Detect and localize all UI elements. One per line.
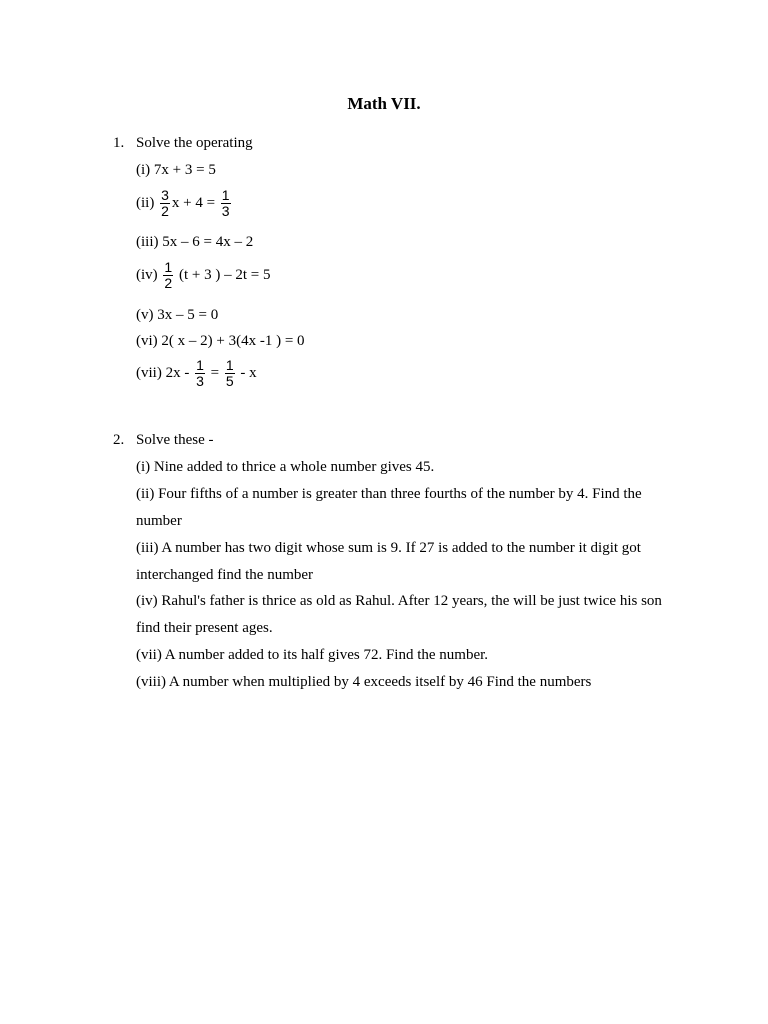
fraction-numerator: 3 xyxy=(161,187,169,203)
q2-item-vii: (vii) A number added to its half gives 72. Find the number. xyxy=(136,647,489,663)
q2-item-iii-line1: (iii) A number has two digit whose sum is 9. If 27 is added to the number it digit got xyxy=(136,540,641,556)
question-2-number: 2. xyxy=(113,432,125,448)
fraction-denominator: 2 xyxy=(164,275,173,291)
q1-item-vi: (vi) 2( x – 2) + 3(4x -1 ) = 0 xyxy=(136,333,305,349)
fraction xyxy=(163,260,173,291)
fraction-denominator: 3 xyxy=(221,203,230,219)
fraction-numerator: 1 xyxy=(221,187,230,203)
q1-item-iv-label: (iv) xyxy=(136,266,158,283)
question-2-heading: Solve these - xyxy=(136,432,214,448)
page-title: Math VII. xyxy=(347,94,421,113)
q1-item-iv-rest: (t + 3 ) – 2t = 5 xyxy=(178,266,271,283)
q1-item-i: (i) 7x + 3 = 5 xyxy=(136,162,216,178)
fraction-numerator: 1 xyxy=(225,357,234,373)
fraction-denominator: 3 xyxy=(196,373,204,389)
q1-item-ii-label: (ii) xyxy=(136,194,155,211)
fraction-denominator: 5 xyxy=(225,373,234,389)
q2-item-viii: (viii) A number when multiplied by 4 exceeds itself by 46 Find the numbers xyxy=(136,674,592,690)
fraction-numerator: 1 xyxy=(164,259,173,275)
q2-item-ii-line1: (ii) Four fifths of a number is greater than three fourths of the number by 4. Find the xyxy=(136,486,642,502)
q1-item-iv xyxy=(136,260,270,291)
q2-item-iv-line1: (iv) Rahul's father is thrice as old as Rahul. After 12 years, the will be just twice his son xyxy=(136,593,662,609)
fraction xyxy=(195,358,205,389)
equals-sign: = xyxy=(210,364,220,381)
question-1-heading: Solve the operating xyxy=(136,135,253,151)
fraction-numerator: 1 xyxy=(196,357,204,373)
q1-item-iii: (iii) 5x – 6 = 4x – 2 xyxy=(136,234,254,250)
fraction xyxy=(160,188,170,219)
q2-item-iv-line2: find their present ages. xyxy=(136,620,273,636)
question-1-number: 1. xyxy=(113,135,125,151)
q1-item-vii xyxy=(136,358,257,389)
q1-item-v: (v) 3x – 5 = 0 xyxy=(136,307,219,323)
q2-item-i: (i) Nine added to thrice a whole number gives 45. xyxy=(136,459,435,475)
q1-item-ii xyxy=(136,188,233,219)
fraction xyxy=(221,188,231,219)
q1-item-vii-rest: - x xyxy=(240,364,257,381)
fraction xyxy=(225,358,235,389)
q2-item-iii-line2: interchanged find the number xyxy=(136,567,314,583)
q2-item-ii-line2: number xyxy=(136,513,182,529)
fraction-denominator: 2 xyxy=(161,203,169,219)
q1-item-vii-label: (vii) 2x - xyxy=(136,364,190,381)
q1-item-ii-middle: x + 4 = xyxy=(171,194,216,211)
